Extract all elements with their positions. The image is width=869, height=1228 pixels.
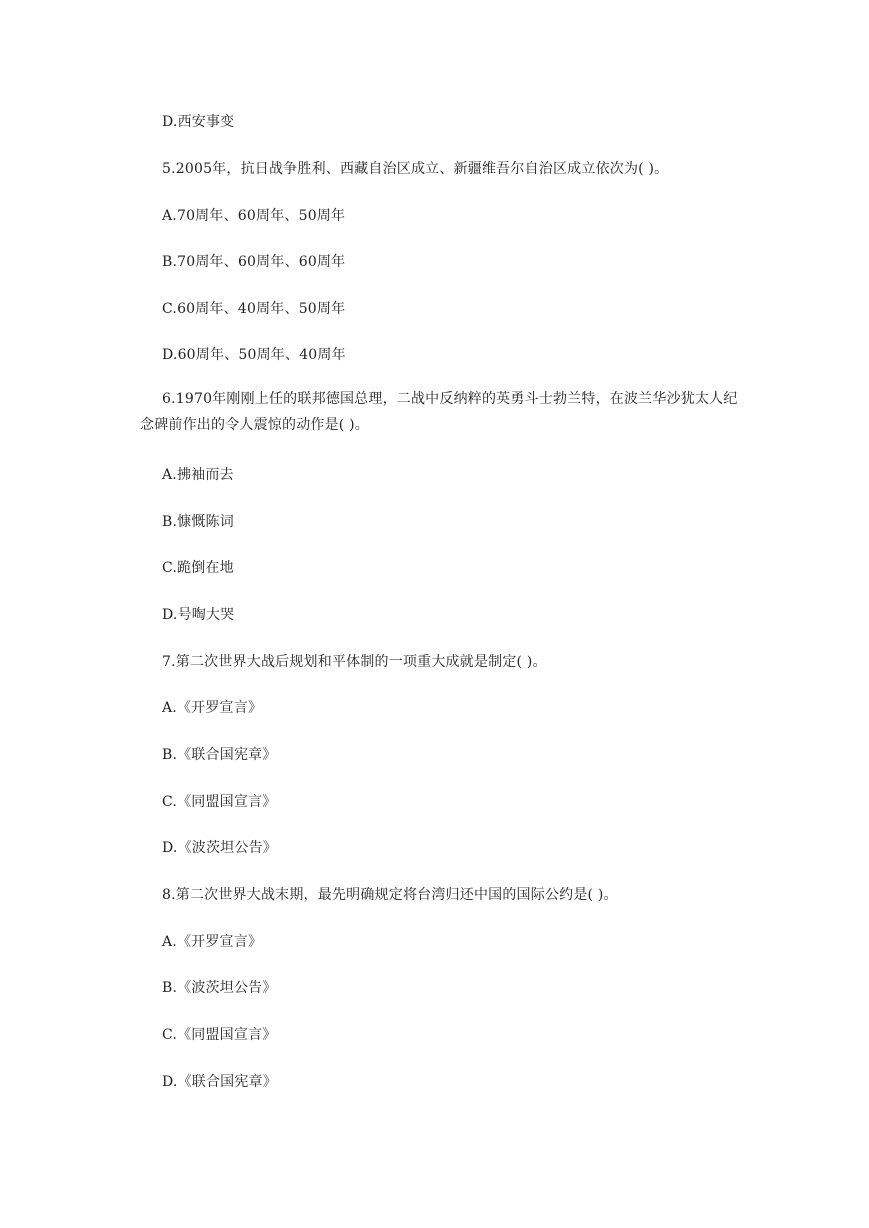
- q4-option-d: D.西安事变: [162, 114, 235, 130]
- q8-option-d: D.《联合国宪章》: [162, 1074, 277, 1090]
- q7-option-d: D.《波茨坦公告》: [162, 840, 277, 856]
- q7-question: 7.第二次世界大战后规划和平体制的一项重大成就是制定( )。: [162, 654, 547, 670]
- q8-question: 8.第二次世界大战末期，最先明确规定将台湾归还中国的国际公约是( )。: [162, 887, 618, 903]
- q6-option-c: C.跪倒在地: [162, 560, 234, 576]
- q5-option-a: A.70周年、60周年、50周年: [162, 208, 346, 224]
- q5-option-b: B.70周年、60周年、60周年: [162, 254, 346, 270]
- q7-option-c: C.《同盟国宣言》: [162, 794, 277, 810]
- q5-option-c: C.60周年、40周年、50周年: [162, 301, 346, 317]
- q5-question: 5.2005年，抗日战争胜利、西藏自治区成立、新疆维吾尔自治区成立依次为( )。: [162, 161, 669, 177]
- q5-option-d: D.60周年、50周年、40周年: [162, 347, 346, 363]
- q7-option-b: B.《联合国宪章》: [162, 747, 277, 763]
- q8-option-a: A.《开罗宣言》: [162, 934, 263, 950]
- q6-question: 6.1970年刚刚上任的联邦德国总理，二战中反纳粹的英勇斗士勃兰特，在波兰华沙犹太人纪念碑前作出的令人震惊的动作是( )。: [140, 391, 738, 433]
- q8-option-c: C.《同盟国宣言》: [162, 1027, 277, 1043]
- q6-option-d: D.号啕大哭: [162, 607, 235, 623]
- q6-option-a: A.拂袖而去: [162, 467, 234, 483]
- q6-option-b: B.慷慨陈词: [162, 514, 234, 530]
- q8-option-b: B.《波茨坦公告》: [162, 980, 277, 996]
- q7-option-a: A.《开罗宣言》: [162, 700, 263, 716]
